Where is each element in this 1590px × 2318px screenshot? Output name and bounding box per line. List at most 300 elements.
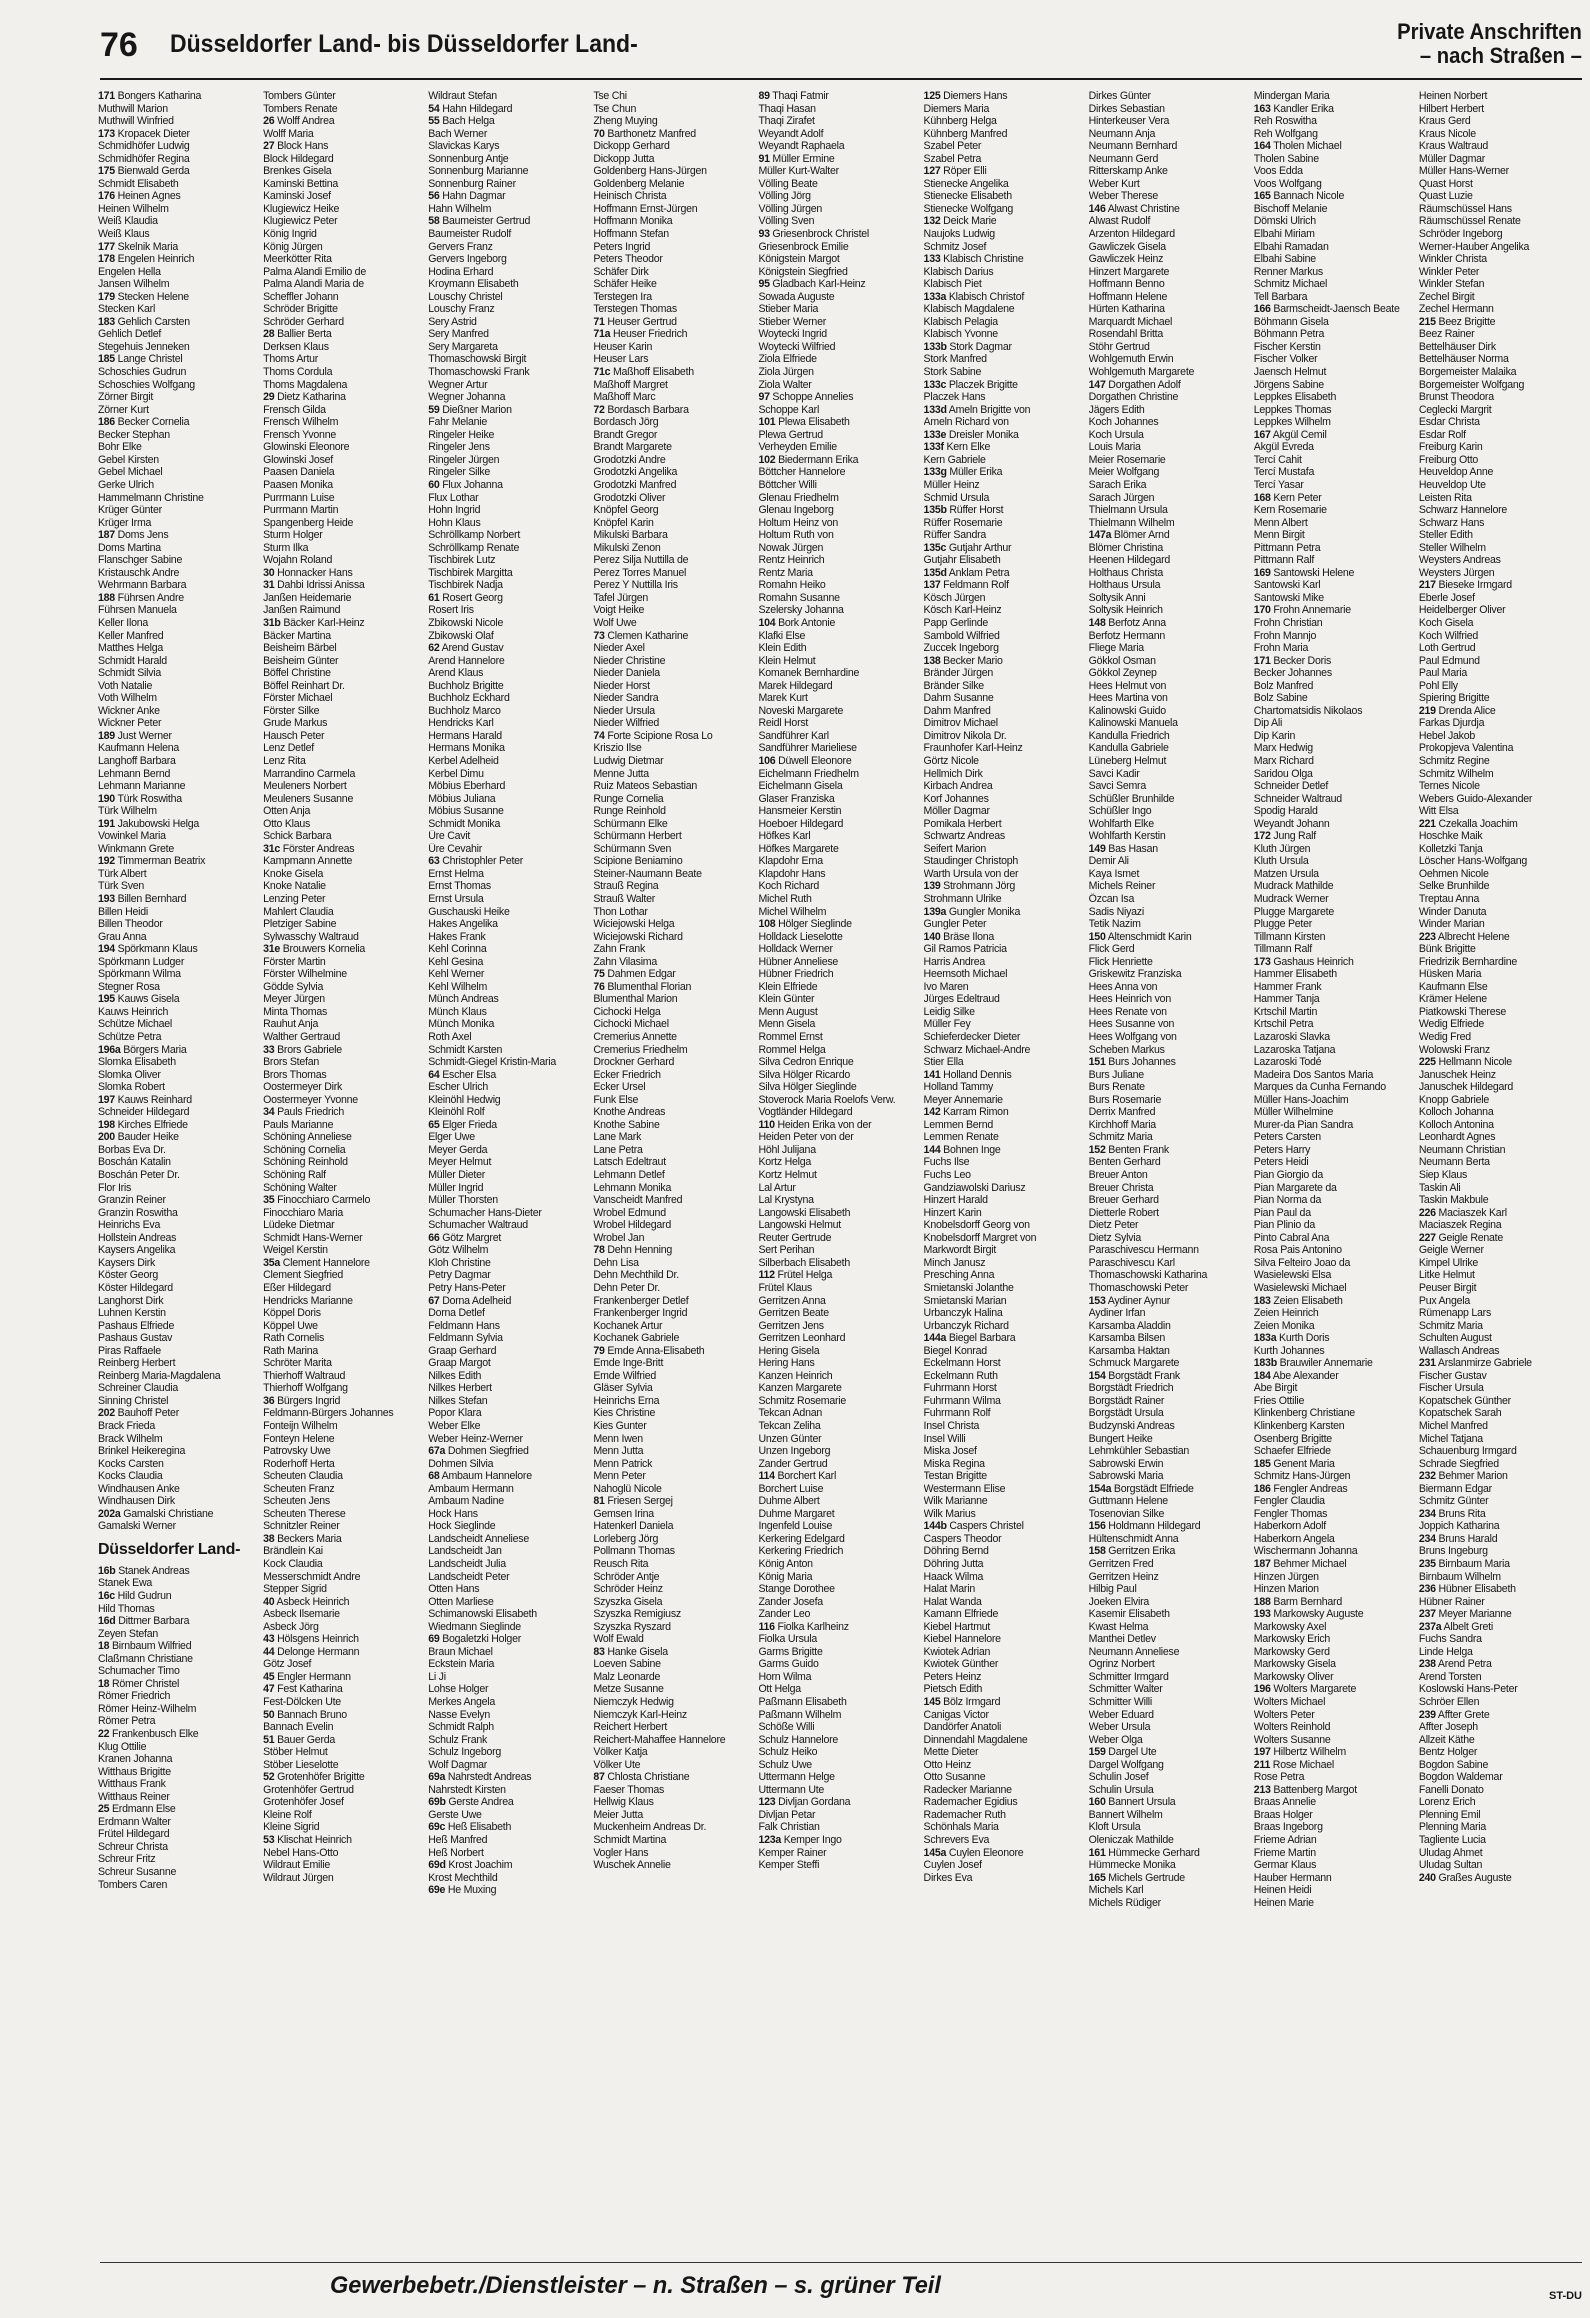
directory-entry: 217 Bieseke Irmgard	[1418, 579, 1512, 592]
directory-entry: Minta Thomas	[263, 1005, 328, 1018]
directory-entry: Sery Manfred	[428, 328, 489, 341]
house-number: 183b	[1253, 1357, 1277, 1370]
directory-entry: Jansen Wilhelm	[98, 278, 170, 291]
directory-entry: Kock Claudia	[263, 1557, 323, 1570]
directory-entry: Kandulla Gabriele	[1088, 742, 1169, 755]
directory-entry: Oleniczak Mathilde	[1088, 1834, 1174, 1847]
directory-entry: Kolletzki Tanja	[1418, 842, 1483, 855]
directory-entry: Pux Angela	[1418, 1294, 1470, 1307]
directory-entry: Sert Perihan	[758, 1244, 815, 1257]
directory-entry: Rauhut Anja	[263, 1018, 319, 1031]
directory-entry: Fraunhofer Karl-Heinz	[923, 742, 1023, 755]
house-number: 234	[1418, 1507, 1436, 1520]
directory-entry: Becker Johannes	[1253, 667, 1332, 680]
directory-entry: Römer Heinz-Wilhelm	[98, 1702, 197, 1715]
directory-entry: Stieber Maria	[758, 303, 819, 316]
directory-entry: 187 Doms Jens	[98, 529, 169, 542]
directory-entry: Scheuten Franz	[263, 1482, 335, 1495]
directory-entry: Metze Susanne	[593, 1683, 664, 1696]
directory-entry: Schröder Antje	[593, 1570, 660, 1583]
directory-entry: Hellwig Klaus	[593, 1796, 654, 1809]
directory-entry: Frensch Yvonne	[263, 428, 336, 441]
directory-entry: Reidl Horst	[758, 717, 809, 730]
directory-entry: Schröder Ingeborg	[1418, 228, 1503, 241]
directory-entry: 161 Hümmecke Gerhard	[1088, 1846, 1200, 1859]
directory-entry: 69 Bogaletzki Holger	[428, 1633, 521, 1646]
directory-entry: Zheng Muying	[593, 115, 658, 128]
directory-entry: Gerritzen Anna	[758, 1294, 826, 1307]
directory-entry: Fengler Claudia	[1253, 1495, 1325, 1508]
house-number: 69b	[428, 1796, 446, 1809]
house-number: 70	[593, 127, 605, 140]
house-number: 30	[263, 566, 275, 579]
directory-entry: Eßer Hildegard	[263, 1281, 331, 1294]
directory-entry: 139a Gungler Monika	[923, 905, 1021, 918]
directory-entry: Leppkes Thomas	[1253, 403, 1332, 416]
house-number: 114	[758, 1470, 775, 1483]
directory-entry: 54 Hahn Hildegard	[428, 102, 513, 115]
directory-entry: 202 Bauhoff Peter	[98, 1407, 179, 1420]
directory-entry: Michel Tatjana	[1418, 1432, 1483, 1445]
directory-entry: 55 Bach Helga	[428, 115, 495, 128]
directory-entry: Divljan Petar	[758, 1808, 816, 1821]
directory-entry: Vogler Hans	[593, 1846, 649, 1859]
directory-entry: Markwordt Birgit	[923, 1244, 997, 1257]
directory-entry: 123a Kemper Ingo	[758, 1834, 842, 1847]
directory-entry: Hodina Erhard	[428, 265, 494, 278]
directory-entry: Paasen Monika	[263, 478, 333, 491]
directory-entry: Birnbaum Wilhelm	[1418, 1570, 1501, 1583]
directory-entry: Savci Kadir	[1088, 767, 1140, 780]
directory-entry: Runge Reinhold	[593, 805, 666, 818]
directory-entry: Fahr Melanie	[428, 416, 488, 429]
directory-entry: Steller Wilhelm	[1418, 541, 1486, 554]
house-number: 18	[98, 1677, 110, 1690]
directory-entry: 44 Delonge Hermann	[263, 1645, 360, 1658]
directory-entry: Fischer Gustav	[1418, 1369, 1487, 1382]
directory-entry: Karsamba Haktan	[1088, 1344, 1170, 1357]
directory-entry: Döhring Jutta	[923, 1557, 984, 1570]
directory-entry: Schmitz Michael	[1253, 278, 1328, 291]
directory-entry: Langhorst Dirk	[98, 1294, 164, 1307]
directory-entry: Knöpfel Georg	[593, 504, 659, 517]
directory-entry: 110 Heiden Erika von der	[758, 1118, 872, 1131]
directory-entry: Latsch Edeltraut	[593, 1156, 666, 1169]
directory-entry: Goldenberg Melanie	[593, 177, 685, 190]
directory-entry: Baumeister Rudolf	[428, 228, 512, 241]
directory-entry: Hoeboer Hildegard	[758, 817, 844, 830]
directory-entry: Markowsky Gerd	[1253, 1645, 1330, 1658]
directory-entry: Gawliczek Gisela	[1088, 240, 1166, 253]
directory-entry: Perez Y Nuttilla Iris	[593, 579, 678, 592]
house-number: 193	[98, 893, 115, 905]
directory-entry: Ternes Nicole	[1418, 780, 1480, 793]
directory-entry: Reuter Gertrude	[758, 1231, 832, 1244]
directory-entry: Meyer Annemarie	[923, 1093, 1003, 1106]
directory-entry: 165 Bannach Nicole	[1253, 190, 1345, 203]
directory-entry: Meier Wolfgang	[1088, 466, 1160, 479]
directory-entry: Gerritzen Heinz	[1088, 1570, 1159, 1583]
directory-entry: Petry Hans-Peter	[428, 1281, 506, 1294]
directory-entry: Dirkes Günter	[1088, 90, 1151, 102]
directory-entry: Völling Beate	[758, 177, 818, 190]
directory-entry: Paul Edmund	[1418, 654, 1480, 667]
directory-entry: 159 Dargel Ute	[1088, 1746, 1157, 1759]
directory-entry: Ivo Maren	[923, 980, 969, 993]
directory-entry: Sabrowski Maria	[1088, 1470, 1164, 1483]
directory-entry: Witthaus Reiner	[98, 1790, 170, 1803]
directory-entry: Roth Axel	[428, 1031, 472, 1044]
directory-entry: 168 Kern Peter	[1253, 491, 1322, 504]
directory-entry: Hahn Wilhelm	[428, 202, 492, 215]
directory-entry: Michel Wilhelm	[758, 905, 827, 918]
directory-entry: Möller Dagmar	[923, 805, 990, 818]
directory-entry: Glenau Ingeborg	[758, 504, 834, 517]
directory-entry: Pomikala Herbert	[923, 817, 1002, 830]
directory-entry: Fuchs Leo	[923, 1169, 971, 1182]
directory-entry: Borgemeister Wolfgang	[1418, 378, 1525, 391]
directory-columns	[98, 90, 1584, 2262]
directory-entry: Schmitz Josef	[923, 240, 987, 253]
house-number: 184	[1253, 1369, 1271, 1382]
directory-entry: Claßmann Christiane	[98, 1652, 193, 1665]
directory-entry: Holldack Lieselotte	[758, 930, 843, 943]
directory-entry: Murer-da Pian Sandra	[1253, 1118, 1353, 1131]
house-number: 163	[1253, 102, 1271, 115]
directory-entry: Seifert Marion	[923, 842, 986, 855]
directory-entry: Winkler Stefan	[1418, 278, 1485, 291]
house-number: 186	[1253, 1482, 1271, 1495]
directory-entry: 145a Cuylen Eleonore	[923, 1846, 1024, 1859]
directory-entry: Brors Thomas	[263, 1068, 327, 1081]
directory-entry: Dirkes Eva	[923, 1871, 973, 1884]
directory-entry: Meuleners Susanne	[263, 792, 354, 805]
directory-entry: 154a Borgstädt Elfriede	[1088, 1482, 1194, 1495]
directory-entry: Soltysik Heinrich	[1088, 604, 1163, 617]
directory-entry: Otto Heinz	[923, 1758, 972, 1771]
directory-entry: Sarach Erika	[1088, 478, 1147, 491]
directory-entry: Nowak Jürgen	[758, 541, 824, 554]
directory-entry: Gerste Uwe	[428, 1808, 482, 1821]
directory-entry: Chartomatsidis Nikolaos	[1253, 704, 1363, 717]
directory-entry: 112 Frütel Helga	[758, 1269, 833, 1282]
directory-entry: Spiering Brigitte	[1418, 692, 1490, 705]
house-number: 144	[923, 1143, 941, 1156]
directory-entry: Guttmann Helene	[1088, 1495, 1168, 1508]
directory-entry: Spangenberg Heide	[263, 516, 354, 529]
directory-entry: 33 Brors Gabriele	[263, 1043, 342, 1056]
house-number: 125	[923, 90, 941, 102]
directory-entry: Zechel Birgit	[1418, 290, 1475, 303]
directory-entry: Hild Thomas	[98, 1602, 155, 1615]
directory-entry: 145 Bölz Irmgard	[923, 1696, 1001, 1708]
directory-entry: Klinkenberg Christiane	[1253, 1407, 1355, 1420]
directory-entry: Derksen Klaus	[263, 340, 329, 353]
directory-entry: Bannert Wilhelm	[1088, 1808, 1163, 1821]
directory-entry: Frohn Maria	[1253, 642, 1309, 655]
directory-entry: Cichocki Michael	[593, 1018, 669, 1031]
directory-entry: Flor Iris	[98, 1181, 132, 1194]
directory-entry: Menn Peter	[593, 1470, 646, 1483]
directory-entry: Vanscheidt Manfred	[593, 1194, 683, 1207]
house-number: 169	[1253, 566, 1271, 579]
directory-entry: Hees Susanne von	[1088, 1018, 1175, 1031]
directory-entry: Weysters Andreas	[1418, 554, 1501, 567]
directory-entry: Sylwasschy Waltraud	[263, 930, 359, 943]
directory-entry: Frankenberger Detlef	[593, 1294, 689, 1307]
directory-entry: 27 Block Hans	[263, 140, 329, 153]
directory-entry: Prokopjeva Valentina	[1418, 742, 1514, 755]
directory-entry: Lal Artur	[758, 1181, 796, 1194]
directory-entry: Lorenz Erich	[1418, 1796, 1476, 1809]
directory-entry: Köster Hildegard	[98, 1281, 173, 1294]
directory-entry: Weysters Jürgen	[1418, 566, 1495, 579]
directory-entry: Osenberg Brigitte	[1253, 1432, 1332, 1445]
directory-entry: 133c Placzek Brigitte	[923, 378, 1018, 391]
directory-entry: Eckelmann Ruth	[923, 1369, 998, 1382]
house-number: 217	[1418, 579, 1436, 592]
directory-entry: Hoffmann Stefan	[593, 228, 669, 241]
directory-entry: 133a Klabisch Christof	[923, 290, 1025, 303]
directory-entry: Kandulla Friedrich	[1088, 729, 1170, 742]
directory-entry: Thoms Magdalena	[263, 378, 348, 391]
directory-entry: Schumacher Timo	[98, 1665, 180, 1678]
directory-entry: Kimpel Ulrike	[1418, 1256, 1479, 1269]
directory-entry: Brinkel Heikeregina	[98, 1445, 186, 1458]
directory-entry: Insel Willi	[923, 1432, 966, 1445]
house-number: 29	[263, 391, 275, 404]
directory-entry: Terstegen Ira	[593, 290, 652, 303]
directory-entry: Winkler Christa	[1418, 253, 1487, 266]
house-number: 196	[1253, 1683, 1271, 1696]
directory-entry: Feldmann Sylvia	[428, 1332, 503, 1345]
directory-entry: Manthei Detlev	[1088, 1633, 1156, 1646]
house-number: 22	[98, 1728, 110, 1740]
directory-entry: Schmitter Irmgard	[1088, 1670, 1169, 1683]
directory-entry: Pietsch Edith	[923, 1683, 983, 1696]
directory-entry: 22 Frankenbusch Elke	[98, 1728, 199, 1740]
directory-entry: Boschán Peter Dr.	[98, 1169, 180, 1182]
directory-entry: Weiß Klaus	[98, 228, 150, 241]
directory-entry: Köppel Doris	[263, 1307, 321, 1320]
directory-entry: Bolz Manfred	[1253, 679, 1314, 692]
directory-entry: Heß Norbert	[428, 1846, 484, 1859]
directory-entry: Smietanski Jolanthe	[923, 1281, 1014, 1294]
directory-entry: Hinzert Harald	[923, 1194, 988, 1207]
directory-entry: 226 Maciaszek Karl	[1418, 1206, 1507, 1219]
directory-entry: Urbanczyk Richard	[923, 1319, 1009, 1332]
directory-entry: 175 Bienwald Gerda	[98, 165, 190, 178]
directory-entry: Beisheim Günter	[263, 654, 339, 667]
house-number: 135c	[923, 541, 947, 554]
directory-entry: Hohn Ingrid	[428, 504, 481, 517]
directory-entry: Rümenapp Lars	[1418, 1307, 1492, 1320]
directory-entry: Heß Manfred	[428, 1834, 488, 1847]
directory-entry: Menn Birgit	[1253, 529, 1305, 542]
directory-entry: Wolters Reinhold	[1253, 1721, 1331, 1734]
directory-entry: 165 Michels Gertrude	[1088, 1871, 1185, 1884]
directory-entry: Hendricks Karl	[428, 717, 494, 730]
directory-entry: Schäfer Heike	[593, 278, 657, 291]
directory-entry: Peters Ingrid	[593, 240, 651, 253]
directory-entry: Klabisch Piet	[923, 278, 982, 291]
house-number: 27	[263, 140, 275, 153]
directory-entry: Lemmen Renate	[923, 1131, 999, 1144]
directory-entry: Räumschüssel Hans	[1418, 202, 1512, 215]
directory-entry: 227 Geigle Renate	[1418, 1231, 1503, 1244]
directory-entry: 31 Dahbi Idrissi Anissa	[263, 579, 365, 592]
directory-entry: Engelen Hella	[98, 265, 161, 278]
directory-entry: Kies Gunter	[593, 1419, 647, 1432]
directory-entry: 66 Götz Margret	[428, 1231, 502, 1244]
directory-entry: Horn Wilma	[758, 1670, 812, 1683]
house-number: 83	[593, 1645, 605, 1658]
directory-entry: 150 Altenschmidt Karin	[1088, 930, 1192, 943]
directory-entry: Louschy Christel	[428, 290, 503, 303]
directory-entry: Gil Ramos Patricia	[923, 943, 1007, 956]
directory-entry: Marques da Cunha Fernando	[1253, 1081, 1386, 1094]
directory-entry: Papp Gerlinde	[923, 616, 989, 629]
directory-entry: Üre Cevahir	[428, 842, 482, 855]
directory-entry: 30 Honnacker Hans	[263, 566, 353, 579]
directory-entry: 186 Becker Cornelia	[98, 416, 190, 429]
directory-entry: Reichert-Mahaffee Hannelore	[593, 1733, 726, 1746]
directory-entry: Tombers Günter	[263, 90, 336, 102]
directory-entry: Nilkes Stefan	[428, 1394, 488, 1407]
directory-entry: Kloft Ursula	[1088, 1821, 1141, 1834]
directory-entry: Michel Manfred	[1418, 1419, 1488, 1432]
directory-entry: Esdar Rolf	[1418, 428, 1466, 441]
directory-entry: Biegel Konrad	[923, 1344, 987, 1357]
directory-entry: Muthwill Winfried	[98, 115, 174, 128]
directory-entry: Plewa Gertrud	[758, 428, 823, 441]
directory-entry: Krüger Günter	[98, 504, 162, 517]
directory-entry: Gökkol Osman	[1088, 654, 1156, 667]
house-number: 43	[263, 1633, 275, 1646]
directory-entry: Kaya Ismet	[1088, 867, 1140, 880]
directory-entry: Peters Heinz	[923, 1670, 982, 1683]
directory-entry: Reh Wolfgang	[1253, 127, 1318, 140]
directory-entry: Michel Ruth	[758, 893, 812, 905]
directory-entry: Wolters Michael	[1253, 1696, 1326, 1708]
directory-entry: Schaefer Elfriede	[1253, 1445, 1331, 1458]
directory-entry: Wrobel Hildegard	[593, 1219, 671, 1232]
directory-entry: 153 Aydiner Aynur	[1088, 1294, 1171, 1307]
directory-entry: Matzen Ursula	[1253, 867, 1319, 880]
directory-entry: 76 Blumenthal Florian	[593, 980, 692, 993]
directory-entry: 171 Becker Doris	[1253, 654, 1332, 667]
directory-entry: 186 Fengler Andreas	[1253, 1482, 1348, 1495]
directory-entry: Ludwig Dietmar	[593, 754, 664, 767]
directory-entry: Weber Heinz-Werner	[428, 1432, 523, 1445]
directory-entry: Kocks Claudia	[98, 1470, 163, 1483]
directory-entry: Haberkorn Adolf	[1253, 1520, 1326, 1533]
directory-entry: Schmidt Harald	[98, 654, 167, 667]
directory-entry: Marek Hildegard	[758, 679, 833, 692]
house-number: 101	[758, 416, 776, 429]
directory-entry: Mindergan Maria	[1253, 90, 1330, 102]
directory-entry: Ziola Elfriede	[758, 353, 817, 366]
directory-entry: Förster Wilhelmine	[263, 968, 347, 981]
directory-entry: Holtum Heinz von	[758, 516, 839, 529]
directory-entry: Silva Felteiro Joao da	[1253, 1256, 1351, 1269]
directory-entry: Landscheidt Jan	[428, 1545, 502, 1558]
house-number: 45	[263, 1670, 275, 1683]
directory-entry: Rommel Helga	[758, 1043, 826, 1056]
directory-entry: Eichelmann Friedhelm	[758, 767, 859, 780]
directory-entry: 169 Santowski Helene	[1253, 566, 1355, 579]
directory-entry: 106 Düwell Eleonore	[758, 754, 852, 767]
directory-entry: Winkler Peter	[1418, 265, 1480, 278]
directory-entry: Gläser Sylvia	[593, 1382, 653, 1395]
directory-entry: Dorna Detlef	[428, 1307, 485, 1320]
house-number: 26	[263, 115, 275, 128]
house-number: 62	[428, 642, 440, 655]
directory-entry: Walther Gertraud	[263, 1031, 340, 1044]
directory-entry: Kiebel Hartmut	[923, 1620, 991, 1633]
house-number: 47	[263, 1683, 275, 1696]
directory-entry: Joppich Katharina	[1418, 1520, 1500, 1533]
directory-entry: Borgemeister Malaika	[1418, 366, 1517, 379]
directory-entry: Kwiotek Günther	[923, 1658, 999, 1671]
directory-column-8	[1254, 90, 1419, 2262]
directory-entry: König Jürgen	[263, 240, 323, 253]
house-number: 235	[1418, 1557, 1436, 1570]
directory-entry: Gandziawolski Dariusz	[923, 1181, 1026, 1194]
directory-entry: 31b Bäcker Karl-Heinz	[263, 616, 365, 629]
directory-entry: Schimanowski Elisabeth	[428, 1608, 537, 1621]
house-number: 227	[1418, 1231, 1436, 1244]
directory-entry: Otten Anja	[263, 805, 311, 818]
directory-entry: Kemper Steffi	[758, 1859, 820, 1872]
directory-entry: Leppkes Wilhelm	[1253, 416, 1331, 429]
directory-entry: Schmitz Maria	[1418, 1319, 1483, 1332]
directory-entry: Patrovsky Uwe	[263, 1445, 331, 1458]
house-number: 173	[98, 127, 115, 140]
house-number: 150	[1088, 930, 1106, 943]
directory-entry: Karsamba Aladdin	[1088, 1319, 1171, 1332]
house-number: 238	[1418, 1658, 1436, 1671]
directory-entry: Paßmann Elisabeth	[758, 1696, 847, 1708]
directory-entry: Holtum Ruth von	[758, 529, 834, 542]
directory-entry: Kühnberg Helga	[923, 115, 997, 128]
directory-entry: Thielmann Ursula	[1088, 504, 1168, 517]
directory-entry: Schmidhöfer Regina	[98, 152, 190, 165]
directory-entry: 133d Ameln Brigitte von	[923, 403, 1031, 416]
directory-entry: 202a Gamalski Christiane	[98, 1507, 214, 1520]
house-number: 197	[1253, 1746, 1271, 1759]
directory-entry: Lehmann Marianne	[98, 780, 186, 793]
directory-entry: Dickopp Gerhard	[593, 140, 670, 153]
directory-entry: Hübner Rainer	[1418, 1595, 1485, 1608]
directory-entry: Kleine Rolf	[263, 1808, 312, 1821]
directory-entry: Schulten August	[1418, 1332, 1492, 1345]
directory-entry: Kaminski Josef	[263, 190, 331, 203]
directory-entry: Kirbach Andrea	[923, 780, 993, 793]
directory-entry: Rosert Iris	[428, 604, 474, 617]
directory-entry: Klugiewicz Peter	[263, 215, 338, 228]
directory-entry: 170 Frohn Annemarie	[1253, 604, 1351, 617]
house-number: 171	[1253, 654, 1271, 667]
house-number: 183	[1253, 1294, 1271, 1307]
directory-entry: Diemers Maria	[923, 102, 990, 115]
house-number: 200	[98, 1131, 115, 1144]
house-number: 60	[428, 478, 440, 491]
directory-entry: Markowsky Oliver	[1253, 1670, 1334, 1683]
directory-entry: Schüßler Ingo	[1088, 805, 1152, 818]
directory-entry: 101 Plewa Elisabeth	[758, 416, 850, 429]
directory-column-9	[1419, 90, 1584, 2262]
